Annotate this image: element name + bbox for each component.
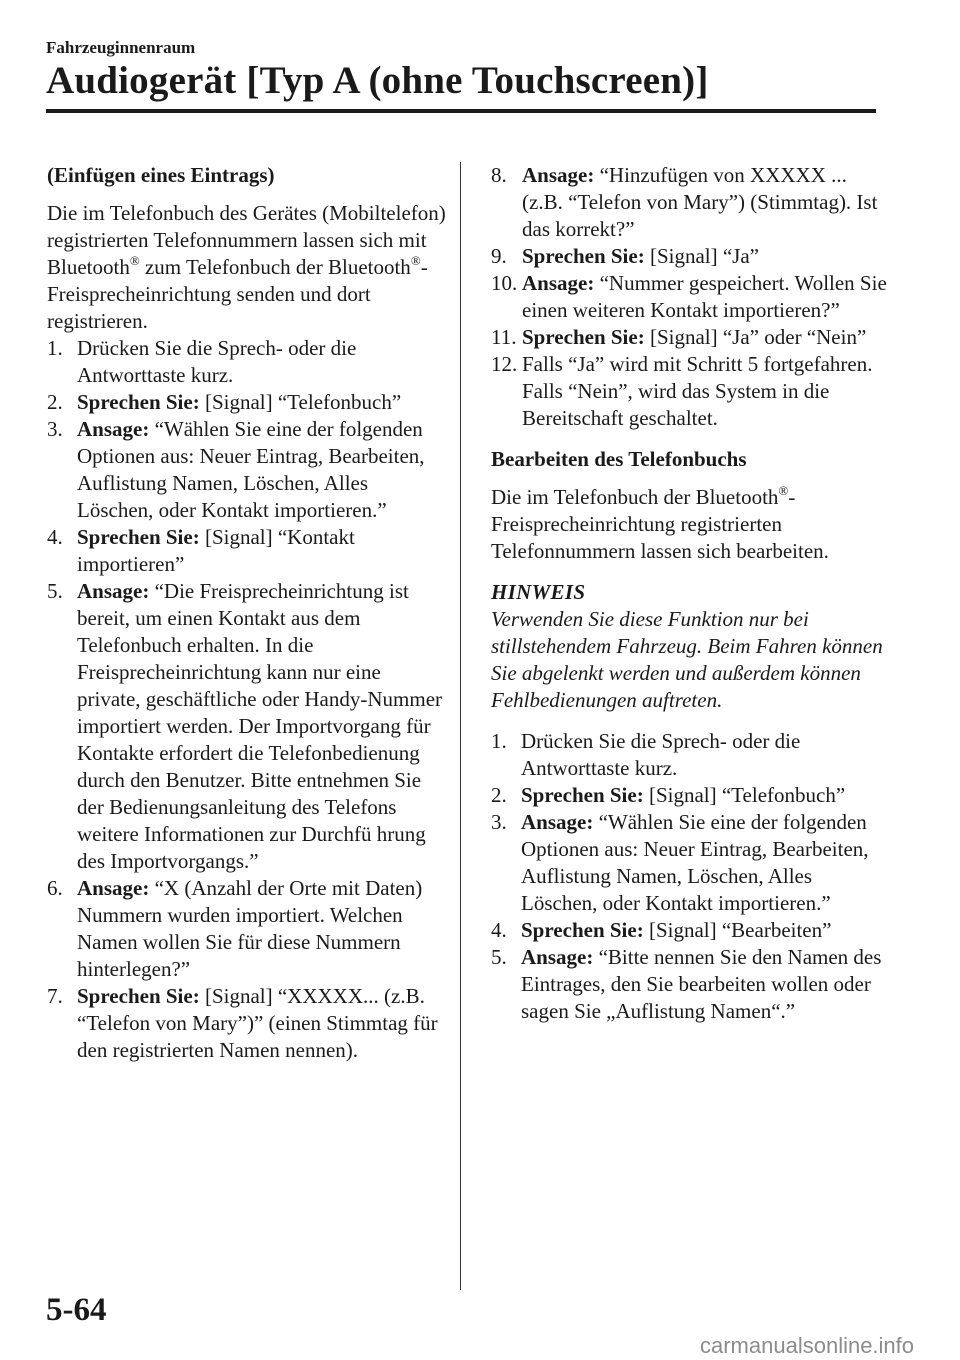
list-item: 10. Ansage: “Nummer gespeichert. Wollen Sie einen weiteren Kontakt importieren?”: [491, 271, 887, 322]
list-item: 5. Ansage: “Die Freisprecheinrichtung ist bereit, um einen Kontakt aus dem Telefonbuch erhalten. In die Freisprecheinrichtung kann nur eine private, geschäftliche oder Handy-Nummer importiert werden. Der Importvorgang für Kontakte erfordert die Telefonbedienung durch den Benutzer. Bitte entnehmen Sie der Bedienungsanleitung des Telefons weitere Informationen zur Durchfü hrung des Importvorgangs.”: [47, 579, 443, 873]
list-item: 5. Ansage: “Bitte nennen Sie den Namen des Eintrages, den Sie bearbeiten wollen oder sagen Sie „Auflistung Namen“.”: [491, 945, 882, 1023]
list-item: 1. Drücken Sie die Sprech- oder die Antworttaste kurz.: [491, 729, 801, 780]
list-item: 8. Ansage: “Hinzufügen von XXXXX ... (z.B. “Telefon von Mary”) (Stimmtag). Ist das korrekt?”: [491, 163, 878, 241]
list-item: 9. Sprechen Sie: [Signal] “Ja”: [491, 244, 759, 268]
list-item: 6. Ansage: “X (Anzahl der Orte mit Daten) Nummern wurden importiert. Welchen Namen wollen Sie für diese Nummern hinterlegen?”: [47, 876, 423, 981]
title-rule: [46, 109, 876, 113]
list-item: 2. Sprechen Sie: [Signal] “Telefonbuch”: [491, 783, 846, 807]
intro-paragraph: Die im Telefonbuch des Gerätes (Mobiltelefon) registrierten Telefonnummern lassen sich mit Bluetooth® zum Telefonbuch der Bluetooth®-Freisprecheinrichtung senden und dort registrieren.: [47, 201, 446, 333]
list-item: 11. Sprechen Sie: [Signal] “Ja” oder “Nein”: [491, 325, 867, 349]
list-item: 1. Drücken Sie die Sprech- oder die Antworttaste kurz.: [47, 336, 357, 387]
section-heading-edit-phonebook: Bearbeiten des Telefonbuchs: [491, 447, 747, 471]
list-item: 7. Sprechen Sie: [Signal] “XXXXX... (z.B. “Telefon von Mary”)” (einen Stimmtag für den registrierten Namen nennen).: [47, 984, 438, 1062]
list-item: 12. Falls “Ja” wird mit Schritt 5 fortgefahren. Falls “Nein”, wird das System in die Bereitschaft geschaltet.: [491, 352, 873, 430]
section-label: Fahrzeuginnenraum: [46, 38, 196, 57]
page-number: 5-64: [46, 1292, 107, 1328]
step-list: [47, 335, 447, 1064]
right-column: [491, 162, 891, 1025]
column-divider: [460, 162, 461, 1290]
edit-step-list: [491, 728, 891, 1025]
page-title: Audiogerät [Typ A (ohne Touchscreen)]: [46, 59, 709, 102]
watermark: carmanualsonline.info: [700, 1333, 915, 1358]
edit-intro-paragraph: Die im Telefonbuch der Bluetooth®-Freisprecheinrichtung registrierten Telefonnummern lassen sich bearbeiten.: [491, 483, 829, 563]
list-item: 4. Sprechen Sie: [Signal] “Kontakt importieren”: [47, 525, 355, 576]
left-column: [47, 162, 447, 1064]
list-item: 3. Ansage: “Wählen Sie eine der folgenden Optionen aus: Neuer Eintrag, Bearbeiten, Auflistung Namen, Löschen, Alles Löschen, oder Kontakt importieren.”: [491, 810, 869, 915]
section-heading-insert-entry: (Einfügen eines Eintrags): [47, 163, 275, 187]
step-list-continued: [491, 162, 891, 432]
list-item: 4. Sprechen Sie: [Signal] “Bearbeiten”: [491, 918, 832, 942]
list-item: 2. Sprechen Sie: [Signal] “Telefonbuch”: [47, 390, 402, 414]
note-heading: HINWEIS: [491, 580, 586, 604]
note-text: Verwenden Sie diese Funktion nur bei stillstehendem Fahrzeug. Beim Fahren können Sie abgelenkt werden und außerdem können Fehlbedienungen auftreten.: [491, 607, 883, 712]
list-item: 3. Ansage: “Wählen Sie eine der folgenden Optionen aus: Neuer Eintrag, Bearbeiten, Auflistung Namen, Löschen, Alles Löschen, oder Kontakt importieren.”: [47, 417, 425, 522]
